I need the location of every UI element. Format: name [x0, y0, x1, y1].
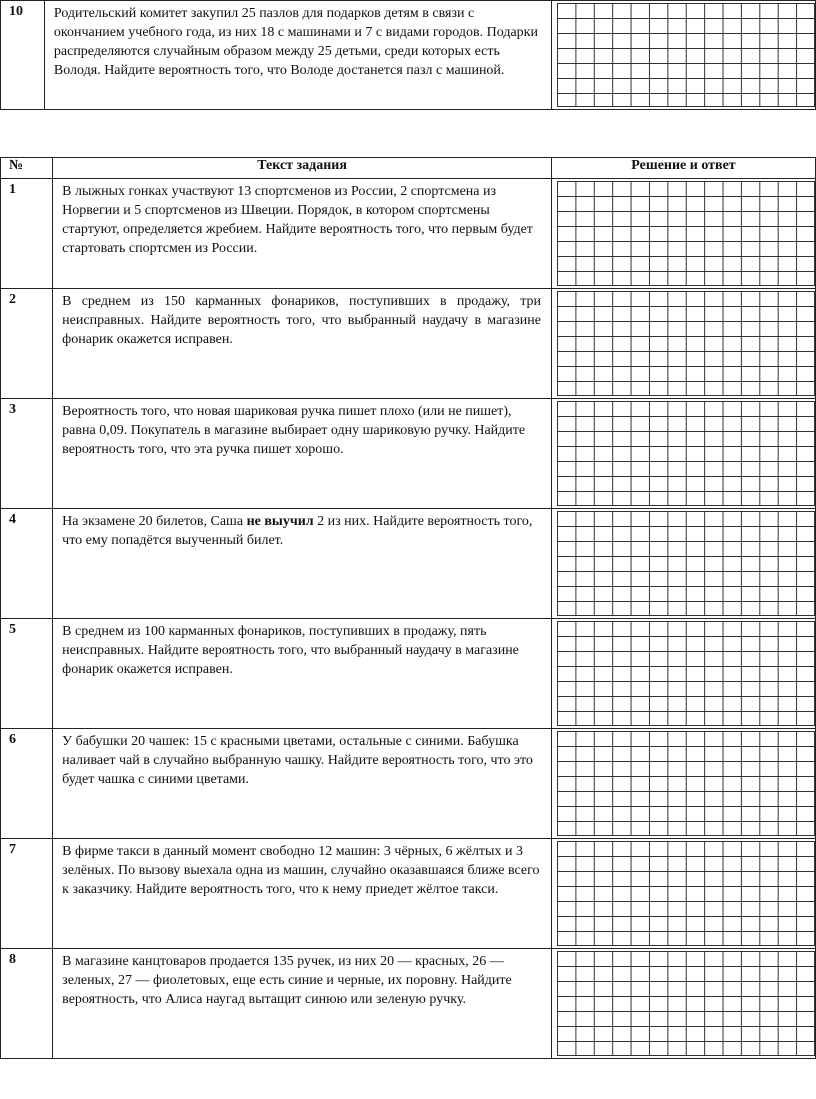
task-number: 7 — [1, 839, 53, 949]
answer-grid[interactable] — [551, 619, 815, 729]
task-text: Родительский комитет закупил 25 пазлов для подарков детям в связи с окончанием учебного года, из них 18 с машинами и 7 с видами городов. Подарки распределяются случайным образом между 25 детьми, среди которых есть Володя. Найдите вероятность того, что Володе достанется пазл с машиной. — [44, 1, 551, 110]
task-text-part: На экзамене 20 билетов, Саша — [62, 514, 247, 529]
answer-grid[interactable] — [551, 949, 815, 1059]
task-number: 8 — [1, 949, 53, 1059]
task-number: 5 — [1, 619, 53, 729]
answer-grid[interactable] — [551, 179, 815, 289]
header-number: № — [1, 158, 53, 179]
answer-grid[interactable] — [551, 839, 815, 949]
task-text-part: 2 из них. Найдите вероятность того, что ему попадётся выученный билет. — [62, 514, 533, 548]
task-text: Вероятность того, что новая шариковая ручка пишет плохо (или не пишет), равна 0,09. Покупатель в магазине выбирает одну шариковую ручку. Найдите вероятность того, что эта ручка пишет хорошо. — [53, 399, 552, 509]
table-row — [1, 839, 816, 949]
table-row — [1, 619, 816, 729]
answer-grid[interactable] — [551, 729, 815, 839]
task-number: 1 — [1, 179, 53, 289]
task-text — [53, 509, 552, 619]
header-solution: Решение и ответ — [551, 158, 815, 179]
table-row — [1, 179, 816, 289]
task-text: В среднем из 100 карманных фонариков, поступивших в продажу, пять неисправных. Найдите вероятность того, что выбранный наудачу в магазине фонарик окажется исправен. — [53, 619, 552, 729]
task-text-bold: не выучил — [246, 514, 314, 529]
table-row — [1, 949, 816, 1059]
answer-grid[interactable] — [551, 399, 815, 509]
table-row — [1, 399, 816, 509]
task-number: 10 — [1, 1, 45, 110]
task-text: В магазине канцтоваров продается 135 ручек, из них 20 — красных, 26 — зеленых, 27 — фиолетовых, еще есть синие и черные, их поровну. Найдите вероятность, что Алиса наугад вытащит синюю или зеленую ручку. — [53, 949, 552, 1059]
table-row — [1, 1, 816, 110]
header-task-text: Текст задания — [53, 158, 552, 179]
table-header-row — [1, 158, 816, 179]
table-row — [1, 729, 816, 839]
task-text: В лыжных гонках участвуют 13 спортсменов из России, 2 спортсмена из Норвегии и 5 спортсменов из Швеции. Порядок, в котором спортсмены стартуют, определяется жребием. Найдите вероятность того, что первым будет стартовать спортсмен из России. — [53, 179, 552, 289]
top-task-table — [0, 0, 816, 110]
task-text: В фирме такси в данный момент свободно 12 машин: 3 чёрных, 6 жёлтых и 3 зелёных. По вызову выехала одна из машин, случайно оказавшаяся ближе всего к заказчику. Найдите вероятность того, что к нему приедет жёлтое такси. — [53, 839, 552, 949]
task-number: 3 — [1, 399, 53, 509]
task-number: 6 — [1, 729, 53, 839]
answer-grid[interactable] — [551, 509, 815, 619]
task-number: 4 — [1, 509, 53, 619]
task-text: В среднем из 150 карманных фонариков, поступивших в продажу, три неисправных. Найдите вероятность того, что выбранный наудачу в магазине фонарик окажется исправен. — [53, 289, 552, 399]
answer-grid[interactable] — [551, 289, 815, 399]
answer-grid[interactable] — [551, 1, 815, 110]
table-row — [1, 289, 816, 399]
table-row — [1, 509, 816, 619]
tasks-table — [0, 157, 816, 1059]
task-number: 2 — [1, 289, 53, 399]
task-text: У бабушки 20 чашек: 15 с красными цветами, остальные с синими. Бабушка наливает чай в случайно выбранную чашку. Найдите вероятность того, что это будет чашка с синими цветами. — [53, 729, 552, 839]
